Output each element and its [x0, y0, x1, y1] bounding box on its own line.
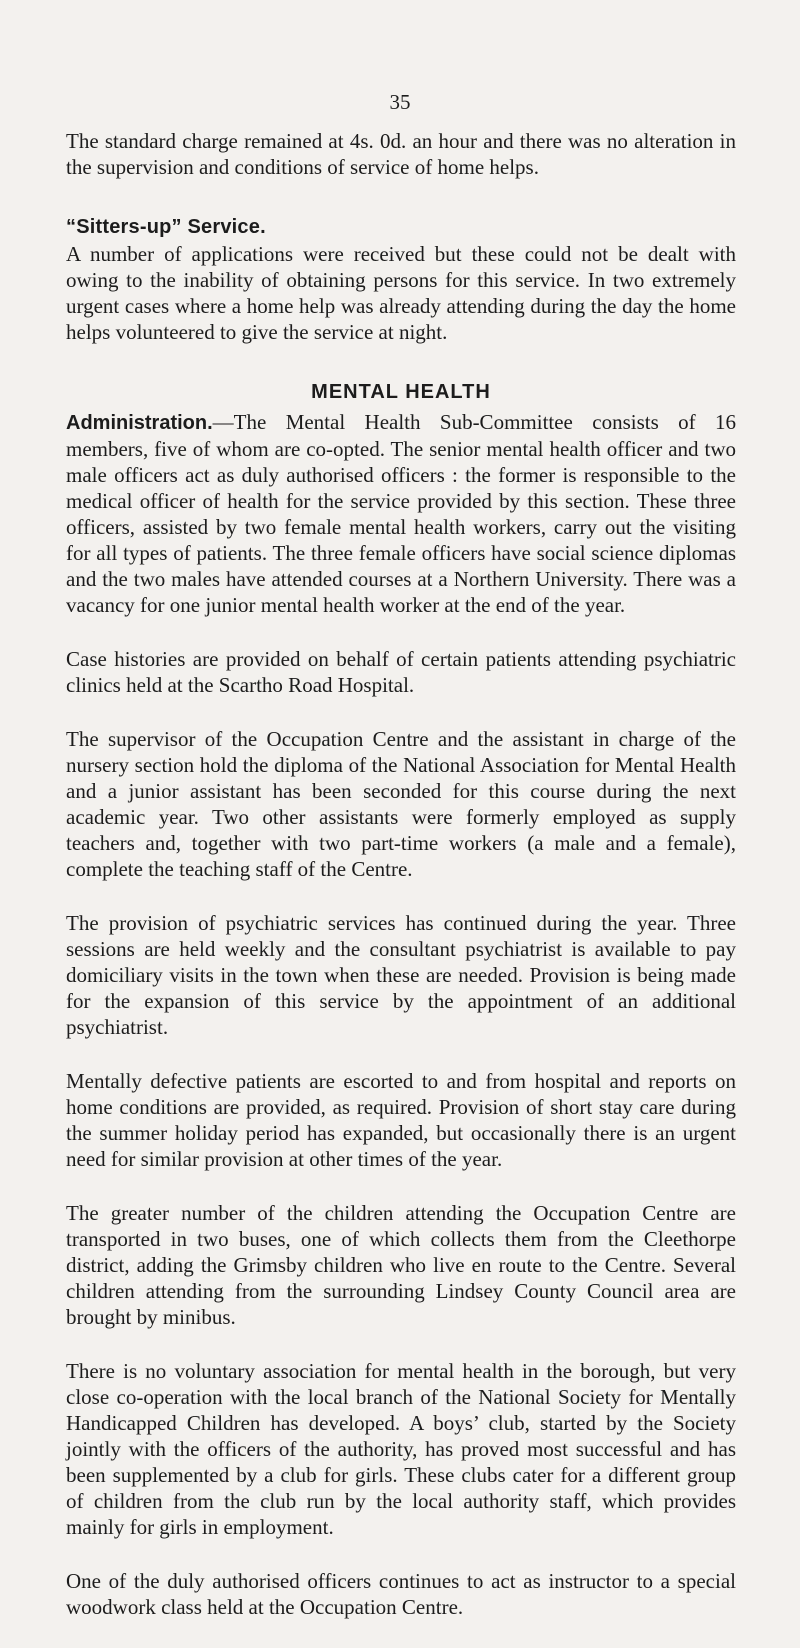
administration-paragraph: [66, 409, 736, 618]
administration-text: —The Mental Health Sub-Committee consists of 16 members, five of whom are co-opted. The senior mental health officer and two male officers act as duly authorised officers : the former is responsible to the medical officer of health for the service provided by this section. These three officers, assisted by two female mental health workers, carry out the visiting for all types of patients. The three female officers have social science diplomas and the two males have attended courses at a Northern University. There was a vacancy for one junior mental health worker at the end of the year.: [66, 410, 736, 617]
mental-health-heading: MENTAL HEALTH: [311, 381, 491, 403]
page-number: 35: [389, 90, 411, 114]
transport-paragraph: The greater number of the children attending the Occupation Centre are transported in two buses, one of which collects them from the Cleethorpe district, adding the Grimsby children who live en route to the Centre. Several children attending from the surrounding Lindsey County Council area are brought by minibus.: [66, 1201, 736, 1329]
page-body: [66, 128, 736, 1648]
woodwork-class-paragraph: One of the duly authorised officers continues to act as instructor to a special woodwork class held at the Occupation Centre.: [66, 1569, 736, 1619]
sitters-up-heading: “Sitters-up” Service.: [66, 216, 266, 238]
occupation-centre-staff-paragraph: The supervisor of the Occupation Centre and the assistant in charge of the nursery section hold the diploma of the National Association for Mental Health and a junior assistant has been seconded for this course during the next academic year. Two other assistants were formerly employed as supply teachers and, together with two part-time workers (a male and a female), complete the teaching staff of the Centre.: [66, 727, 736, 881]
psychiatric-services-paragraph: The provision of psychiatric services has continued during the year. Three sessions are held weekly and the consultant psychiatrist is available to pay domiciliary visits in the town when these are needed. Provision is being made for the expansion of this service by the appointment of an additional psychiatrist.: [66, 911, 736, 1039]
sitters-up-paragraph: A number of applications were received but these could not be dealt with owing to the inability of obtaining persons for this service. In two extremely urgent cases where a home help was already attending during the day the home helps volunteered to give the service at night.: [66, 242, 736, 344]
mentally-defective-patients-paragraph: Mentally defective patients are escorted to and from hospital and reports on home conditions are provided, as required. Provision of short stay care during the summer holiday period has expanded, but occasionally there is an urgent need for similar provision at other times of the year.: [66, 1069, 736, 1171]
administration-label: Administration.: [66, 412, 213, 434]
case-histories-paragraph: Case histories are provided on behalf of certain patients attending psychiatric clinics held at the Scartho Road Hospital.: [66, 647, 736, 697]
voluntary-association-paragraph: There is no voluntary association for mental health in the borough, but very close co-operation with the local branch of the National Society for Mentally Handicapped Children has developed. A boys’ club, started by the Society jointly with the officers of the authority, has proved most successful and has been supplemented by a club for girls. These clubs cater for a different group of children from the club run by the local authority staff, which provides mainly for girls in employment.: [66, 1359, 736, 1539]
intro-paragraph: The standard charge remained at 4s. 0d. an hour and there was no alteration in the supervision and conditions of service of home helps.: [66, 129, 736, 179]
